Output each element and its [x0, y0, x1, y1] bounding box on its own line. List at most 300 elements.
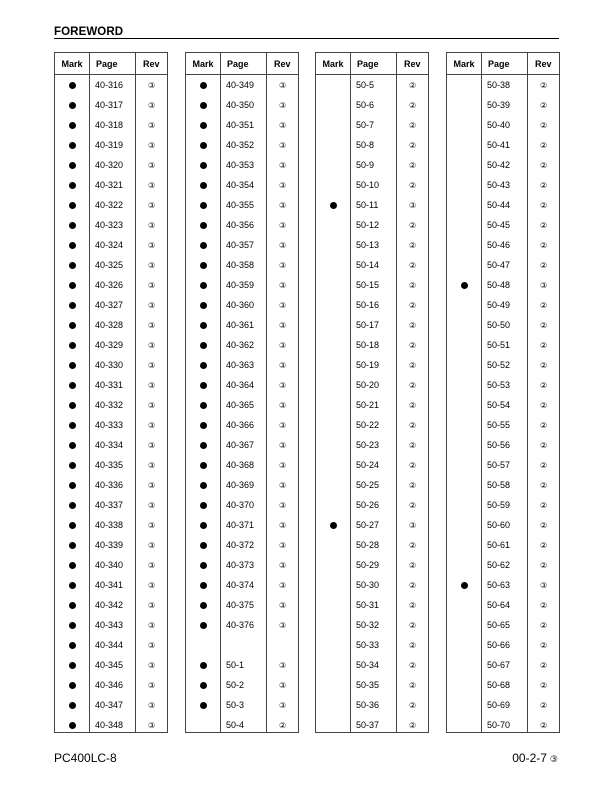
rev-cell: ② [540, 220, 548, 230]
mark-cell [186, 342, 220, 349]
rev-cell: ② [409, 300, 417, 310]
mark-cell [186, 82, 220, 89]
table-header [316, 53, 428, 75]
page-cell: 40-368 [226, 460, 255, 470]
header-page: Page [350, 53, 396, 74]
table-header [447, 53, 559, 75]
revision-dot-icon [69, 662, 76, 669]
page-cell: 50-25 [356, 480, 380, 490]
header-page: Page [481, 53, 527, 74]
page-rev-mark: ③ [549, 754, 558, 764]
rev-cell: ③ [148, 400, 156, 410]
page-cell: 40-316 [95, 80, 124, 90]
mark-cell [186, 322, 220, 329]
mark-cell [186, 382, 220, 389]
rev-cell: ② [540, 560, 548, 570]
table-row [447, 615, 559, 635]
mark-cell [55, 482, 89, 489]
page-cell: 40-367 [226, 440, 255, 450]
page-cell: 50-23 [356, 440, 380, 450]
rev-cell: ③ [279, 400, 287, 410]
mark-cell [186, 282, 220, 289]
table-row [447, 515, 559, 535]
revision-dot-icon [69, 522, 76, 529]
page-cell: 50-58 [487, 480, 511, 490]
page-cell: 50-8 [356, 140, 375, 150]
table-row [316, 575, 428, 595]
rev-cell: ② [540, 500, 548, 510]
page-cell: 40-342 [95, 600, 124, 610]
table-row [186, 175, 298, 195]
page-cell: 50-1 [226, 660, 245, 670]
table-row [55, 435, 167, 455]
rev-cell: ③ [279, 480, 287, 490]
rev-cell: ③ [279, 460, 287, 470]
mark-cell [55, 102, 89, 109]
page-cell: 50-24 [356, 460, 380, 470]
revision-dot-icon [200, 242, 207, 249]
table-row [447, 535, 559, 555]
revision-dot-icon [200, 402, 207, 409]
rev-cell: ③ [279, 420, 287, 430]
page-cell: 50-13 [356, 240, 380, 250]
table-row [447, 455, 559, 475]
rev-cell: ② [540, 320, 548, 330]
rev-cell: ② [540, 720, 548, 730]
rev-cell: ② [409, 560, 417, 570]
table-row [186, 695, 298, 715]
mark-cell [55, 162, 89, 169]
revision-dot-icon [200, 342, 207, 349]
rev-cell: ③ [409, 520, 417, 530]
header-page: Page [89, 53, 135, 74]
rev-cell: ② [540, 460, 548, 470]
rev-cell: ③ [148, 440, 156, 450]
rev-cell: ② [409, 280, 417, 290]
table-row [316, 275, 428, 295]
revision-table [185, 52, 299, 733]
mark-cell [55, 662, 89, 669]
revision-dot-icon [69, 182, 76, 189]
header-rev: Rev [396, 53, 428, 74]
table-row [186, 155, 298, 175]
rev-cell: ③ [148, 420, 156, 430]
mark-cell [55, 202, 89, 209]
mark-cell [55, 422, 89, 429]
page-cell: 40-320 [95, 160, 124, 170]
page-cell: 50-40 [487, 120, 511, 130]
rev-cell: ② [409, 420, 417, 430]
rev-cell: ② [540, 520, 548, 530]
rev-cell: ② [409, 380, 417, 390]
mark-cell [186, 142, 220, 149]
table-row [55, 535, 167, 555]
page-cell: 50-43 [487, 180, 511, 190]
rev-cell: ② [540, 400, 548, 410]
page-cell: 50-26 [356, 500, 380, 510]
table-row [447, 435, 559, 455]
page-cell: 40-346 [95, 680, 124, 690]
rev-cell: ③ [279, 80, 287, 90]
rev-cell: ② [409, 340, 417, 350]
table-row [186, 615, 298, 635]
page-cell: 50-66 [487, 640, 511, 650]
table-row [316, 455, 428, 475]
table-row [55, 475, 167, 495]
rev-cell: ③ [148, 300, 156, 310]
table-row [186, 715, 298, 735]
rev-cell: ③ [279, 120, 287, 130]
page-cell: 40-337 [95, 500, 124, 510]
revision-dot-icon [69, 202, 76, 209]
rev-cell: ③ [279, 140, 287, 150]
table-row [316, 75, 428, 95]
mark-cell [55, 362, 89, 369]
rev-cell: ③ [279, 680, 287, 690]
revision-dot-icon [200, 262, 207, 269]
rev-cell: ③ [279, 280, 287, 290]
mark-cell [55, 722, 89, 729]
rev-cell: ② [409, 120, 417, 130]
page-cell: 50-67 [487, 660, 511, 670]
mark-cell [55, 182, 89, 189]
mark-cell [55, 82, 89, 89]
page-cell: 50-49 [487, 300, 511, 310]
table-row [316, 355, 428, 375]
rev-cell: ② [540, 700, 548, 710]
header-rev: Rev [527, 53, 559, 74]
table-row [186, 575, 298, 595]
revision-dot-icon [69, 322, 76, 329]
rev-cell: ③ [279, 180, 287, 190]
mark-cell [186, 122, 220, 129]
table-row [447, 715, 559, 735]
page-cell: 50-38 [487, 80, 511, 90]
page-cell: 40-338 [95, 520, 124, 530]
table-row [55, 715, 167, 735]
table-row [186, 295, 298, 315]
page-cell: 40-326 [95, 280, 124, 290]
rev-cell: ② [540, 420, 548, 430]
table-row [447, 655, 559, 675]
table-row [447, 475, 559, 495]
mark-cell [186, 362, 220, 369]
page-cell: 50-9 [356, 160, 375, 170]
table-row [447, 335, 559, 355]
header-rule [54, 38, 559, 39]
mark-cell [447, 582, 481, 589]
mark-cell [55, 682, 89, 689]
rev-cell: ② [409, 440, 417, 450]
page-cell: 50-29 [356, 560, 380, 570]
rev-cell: ② [540, 80, 548, 90]
revision-table [315, 52, 429, 733]
rev-cell: ② [540, 160, 548, 170]
revision-dot-icon [200, 482, 207, 489]
page-cell: 50-39 [487, 100, 511, 110]
page-cell: 40-369 [226, 480, 255, 490]
rev-cell: ③ [148, 560, 156, 570]
table-row [55, 675, 167, 695]
page-cell: 40-335 [95, 460, 124, 470]
page-title: FOREWORD [54, 26, 124, 38]
page-cell: 50-12 [356, 220, 380, 230]
rev-cell: ② [409, 540, 417, 550]
rev-cell: ③ [279, 500, 287, 510]
page-cell: 40-363 [226, 360, 255, 370]
revision-dot-icon [200, 682, 207, 689]
rev-cell: ② [409, 660, 417, 670]
revision-dot-icon [461, 282, 468, 289]
revision-dot-icon [69, 282, 76, 289]
page-cell: 40-329 [95, 340, 124, 350]
rev-cell: ③ [279, 100, 287, 110]
mark-cell [55, 642, 89, 649]
page-cell: 50-6 [356, 100, 375, 110]
rev-cell: ③ [279, 600, 287, 610]
mark-cell [55, 502, 89, 509]
table-row [55, 95, 167, 115]
page-cell: 40-374 [226, 580, 255, 590]
mark-cell [186, 462, 220, 469]
revision-dot-icon [200, 522, 207, 529]
revision-dot-icon [69, 102, 76, 109]
mark-cell [55, 322, 89, 329]
revision-dot-icon [69, 402, 76, 409]
rev-cell: ③ [279, 240, 287, 250]
table-row [55, 695, 167, 715]
revision-dot-icon [330, 522, 337, 529]
mark-cell [186, 422, 220, 429]
rev-cell: ② [409, 620, 417, 630]
table-header [55, 53, 167, 75]
page-cell: 40-358 [226, 260, 255, 270]
revision-dot-icon [200, 602, 207, 609]
revision-dot-icon [69, 622, 76, 629]
page-cell: 50-15 [356, 280, 380, 290]
mark-cell [186, 702, 220, 709]
page-cell: 50-7 [356, 120, 375, 130]
page-cell: 50-17 [356, 320, 380, 330]
table-row [55, 555, 167, 575]
page-cell: 40-356 [226, 220, 255, 230]
revision-dot-icon [69, 142, 76, 149]
page-cell: 40-361 [226, 320, 255, 330]
mark-cell [316, 522, 350, 529]
rev-cell: ② [540, 440, 548, 450]
rev-cell: ② [540, 240, 548, 250]
page-cell: 40-376 [226, 620, 255, 630]
table-row [55, 275, 167, 295]
revision-dot-icon [69, 582, 76, 589]
revision-dot-icon [200, 302, 207, 309]
rev-cell: ③ [279, 300, 287, 310]
rev-cell: ② [409, 460, 417, 470]
rev-cell: ③ [148, 600, 156, 610]
mark-cell [55, 122, 89, 129]
table-row [447, 495, 559, 515]
page-cell: 40-366 [226, 420, 255, 430]
revision-dot-icon [200, 582, 207, 589]
rev-cell: ③ [279, 660, 287, 670]
revision-dot-icon [69, 462, 76, 469]
rev-cell: ③ [148, 120, 156, 130]
page-cell: 50-45 [487, 220, 511, 230]
table-row [316, 375, 428, 395]
page-cell: 40-360 [226, 300, 255, 310]
revision-dot-icon [200, 142, 207, 149]
rev-cell: ③ [148, 580, 156, 590]
page-cell: 40-340 [95, 560, 124, 570]
page-cell: 40-323 [95, 220, 124, 230]
table-row [316, 515, 428, 535]
table-row [447, 415, 559, 435]
header-mark: Mark [61, 58, 83, 69]
table-row [447, 355, 559, 375]
mark-cell [55, 622, 89, 629]
rev-cell: ③ [148, 280, 156, 290]
page-cell: 40-370 [226, 500, 255, 510]
rev-cell: ③ [148, 700, 156, 710]
revision-dot-icon [200, 502, 207, 509]
table-row [316, 615, 428, 635]
page-cell: 50-56 [487, 440, 511, 450]
table-row [316, 675, 428, 695]
table-row [447, 195, 559, 215]
page-cell: 50-35 [356, 680, 380, 690]
table-row [447, 95, 559, 115]
table-row [186, 555, 298, 575]
table-row [55, 215, 167, 235]
page-cell: 50-46 [487, 240, 511, 250]
table-row [447, 235, 559, 255]
page-cell: 50-36 [356, 700, 380, 710]
revision-dot-icon [69, 642, 76, 649]
page-cell: 40-372 [226, 540, 255, 550]
table-row [186, 315, 298, 335]
rev-cell: ③ [148, 680, 156, 690]
rev-cell: ② [409, 220, 417, 230]
mark-cell [55, 542, 89, 549]
table-row [447, 555, 559, 575]
page-cell: 50-16 [356, 300, 380, 310]
revision-dot-icon [200, 702, 207, 709]
revision-dot-icon [69, 222, 76, 229]
page-cell: 40-359 [226, 280, 255, 290]
rev-cell: ③ [148, 520, 156, 530]
table-row [316, 395, 428, 415]
page-cell: 50-59 [487, 500, 511, 510]
table-row [55, 515, 167, 535]
revision-dot-icon [69, 162, 76, 169]
page-cell: 40-355 [226, 200, 255, 210]
page-cell: 40-347 [95, 700, 124, 710]
table-row [55, 655, 167, 675]
revision-dot-icon [69, 422, 76, 429]
mark-cell [186, 482, 220, 489]
table-row [55, 395, 167, 415]
page-cell: 50-61 [487, 540, 511, 550]
rev-cell: ② [540, 180, 548, 190]
rev-cell: ③ [148, 260, 156, 270]
rev-cell: ③ [279, 580, 287, 590]
rev-cell: ③ [148, 500, 156, 510]
page-cell: 50-65 [487, 620, 511, 630]
page-cell: 40-350 [226, 100, 255, 110]
header-mark: Mark [192, 58, 214, 69]
rev-cell: ② [540, 380, 548, 390]
page-cell: 40-328 [95, 320, 124, 330]
page-cell: 40-330 [95, 360, 124, 370]
rev-cell: ③ [148, 540, 156, 550]
page-cell: 40-332 [95, 400, 124, 410]
page-cell: 40-331 [95, 380, 124, 390]
page-cell: 50-14 [356, 260, 380, 270]
revision-dot-icon [69, 702, 76, 709]
table-row [186, 395, 298, 415]
mark-cell [186, 102, 220, 109]
table-row [55, 235, 167, 255]
revision-dot-icon [200, 82, 207, 89]
page-cell: 40-324 [95, 240, 124, 250]
table-row [316, 195, 428, 215]
rev-cell: ② [540, 260, 548, 270]
rev-cell: ③ [148, 380, 156, 390]
rev-cell: ② [409, 360, 417, 370]
table-row [55, 295, 167, 315]
revision-dot-icon [461, 582, 468, 589]
table-row [186, 275, 298, 295]
table-row [316, 435, 428, 455]
mark-cell [55, 582, 89, 589]
table-row [55, 635, 167, 655]
page-cell: 50-28 [356, 540, 380, 550]
rev-cell: ② [540, 680, 548, 690]
page-cell: 40-348 [95, 720, 124, 730]
table-row [186, 135, 298, 155]
page-cell: 40-341 [95, 580, 124, 590]
page-cell: 50-52 [487, 360, 511, 370]
table-row [447, 115, 559, 135]
mark-cell [186, 162, 220, 169]
table-row [447, 635, 559, 655]
rev-cell: ③ [148, 720, 156, 730]
table-row [55, 375, 167, 395]
page-cell: 50-31 [356, 600, 380, 610]
page-cell: 40-321 [95, 180, 124, 190]
table-row [447, 595, 559, 615]
rev-cell: ② [540, 140, 548, 150]
mark-cell [55, 342, 89, 349]
revision-dot-icon [200, 442, 207, 449]
page-cell: 50-21 [356, 400, 380, 410]
revision-dot-icon [69, 502, 76, 509]
mark-cell [55, 602, 89, 609]
rev-cell: ③ [279, 620, 287, 630]
table-row [447, 575, 559, 595]
rev-cell: ② [540, 480, 548, 490]
table-row [186, 415, 298, 435]
rev-cell: ③ [279, 700, 287, 710]
rev-cell: ③ [279, 540, 287, 550]
table-row [186, 535, 298, 555]
mark-cell [186, 502, 220, 509]
rev-cell: ② [409, 680, 417, 690]
page-cell: 50-60 [487, 520, 511, 530]
page-cell: 50-62 [487, 560, 511, 570]
page-cell: 50-20 [356, 380, 380, 390]
rev-cell: ③ [279, 520, 287, 530]
